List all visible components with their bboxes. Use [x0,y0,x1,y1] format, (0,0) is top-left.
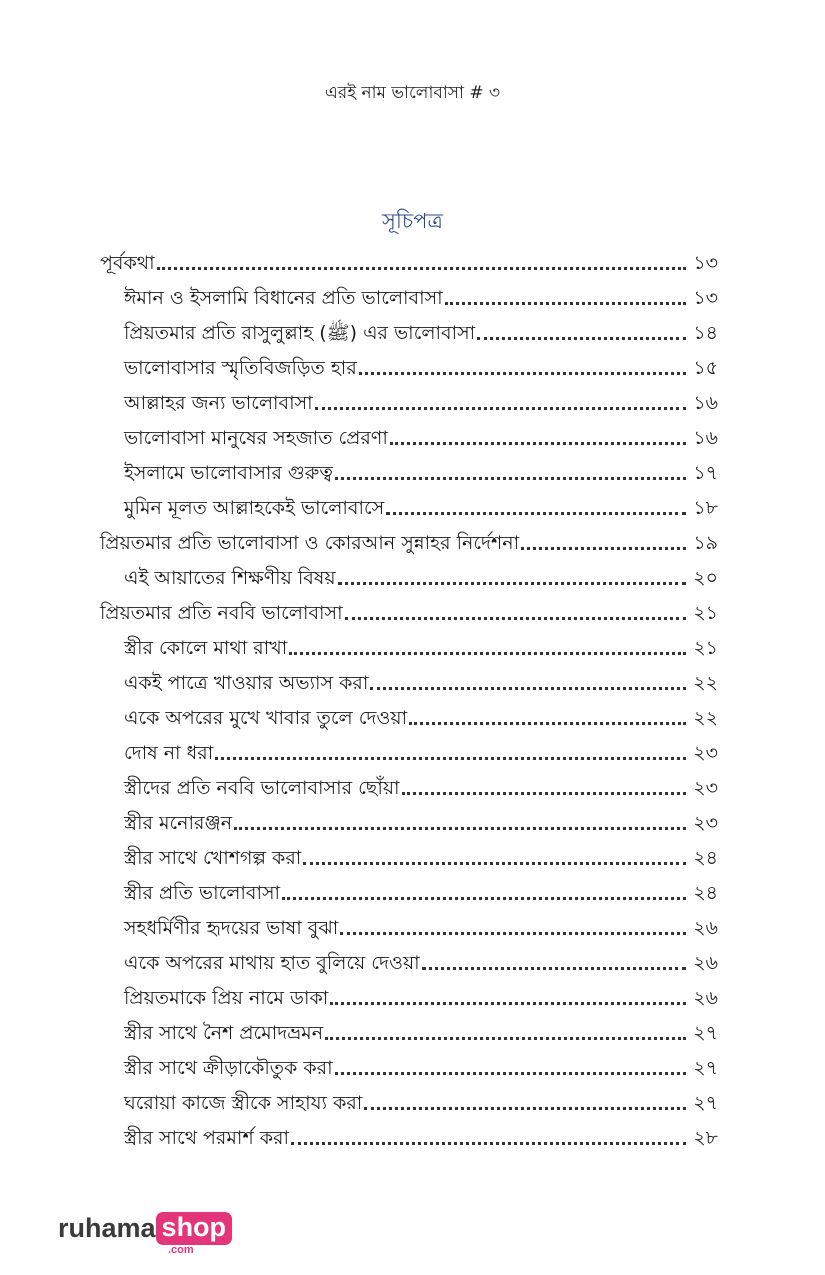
toc-entry-page: ১৫ [693,357,718,380]
dot-leader [386,511,686,515]
dot-leader [345,616,686,620]
toc-entry [100,1045,718,1080]
toc-entry [100,1115,718,1150]
dot-leader [289,651,686,655]
dot-leader [370,686,686,690]
toc-entry [100,345,718,380]
toc-entry-page: ১৭ [693,462,718,485]
toc-entry-label: পূর্বকথা [100,252,155,275]
dot-leader [303,861,686,865]
toc-entry [100,940,718,975]
toc-entry-page: ২৪ [693,847,718,870]
toc-entry-label: একে অপরের মুখে খাবার তুলে দেওয়া [124,707,408,730]
toc-entry-label: স্ত্রীদের প্রতি নববি ভালোবাসার ছোঁয়া [124,777,400,800]
toc-entry-page: ১৩ [693,252,718,275]
dot-leader [390,441,686,445]
toc-entry-label: স্ত্রীর কোলে মাথা রাখা [124,637,288,660]
toc-entry-page: ২৮ [693,1127,718,1150]
toc-entry-page: ১৪ [693,322,718,345]
toc-entry-label: প্রিয়তমাকে প্রিয় নামে ডাকা [124,987,329,1010]
dot-leader [335,1071,686,1075]
toc-entry [100,485,718,520]
dot-leader [340,931,686,935]
toc-entry-page: ২৩ [693,812,718,835]
toc-entry [100,450,718,485]
dot-leader [402,791,686,795]
toc-entry [100,310,718,345]
toc-entry-page: ২৬ [693,917,718,940]
dot-leader [521,546,686,550]
toc-title: সূচিপত্র [382,209,443,233]
toc-entry-label: ইসলামে ভালোবাসার গুরুত্ব [124,462,333,485]
toc-entry [100,695,718,730]
toc-entry [100,870,718,905]
toc-entry-page: ২২ [693,672,718,695]
toc-entry [100,520,718,555]
toc-entry-label: স্ত্রীর সাথে পরমার্শ করা [124,1127,289,1150]
dot-leader [291,1141,686,1145]
dot-leader [335,476,686,480]
toc-entry-label: প্রিয়তমার প্রতি রাসুলুল্লাহ (ﷺ) এর ভালোবাসা [124,322,476,345]
toc-entry-label: প্রিয়তমার প্রতি নববি ভালোবাসা [100,602,343,625]
toc-entry [100,275,718,310]
running-header: এরই নাম ভালোবাসা # ৩ [324,83,501,103]
toc-entry-label: স্ত্রীর সাথে খোশগল্প করা [124,847,302,870]
toc-entry [100,625,718,660]
toc-entry-page: ১৬ [693,392,718,415]
toc-entry [100,835,718,870]
logo-text-domain: .com [168,1244,194,1256]
logo-text-ruhama: ruhama [58,1213,156,1243]
toc-entry [100,975,718,1010]
toc-entry [100,660,718,695]
toc-entry-page: ১৮ [693,497,718,520]
toc-entry [100,415,718,450]
toc-entry-label: মুমিন মূলত আল্লাহকেই ভালোবাসে [124,497,385,520]
toc-entry [100,380,718,415]
toc-entry-label: দোষ না ধরা [124,742,214,765]
logo-text-shop: shop [156,1212,233,1245]
dot-leader [409,721,686,725]
toc-entry [100,1010,718,1045]
dot-leader [234,826,686,830]
toc-entry-page: ২৬ [693,952,718,975]
dot-leader [282,896,686,900]
toc-entry-page: ২৬ [693,987,718,1010]
dot-leader [359,371,686,375]
toc-entry-label: ঘরোয়া কাজে স্ত্রীকে সাহায্য করা [124,1092,363,1115]
dot-leader [315,406,686,410]
watermark-logo [58,1212,232,1258]
table-of-contents [100,240,718,1150]
toc-entry-label: স্ত্রীর প্রতি ভালোবাসা [124,882,281,905]
toc-entry [100,1080,718,1115]
toc-entry-page: ২১ [693,637,718,660]
toc-entry-page: ১৯ [693,532,718,555]
toc-entry-label: আল্লাহর জন্য ভালোবাসা [124,392,313,415]
toc-entry-label: স্ত্রীর সাথে নৈশ প্রমোদভ্রমন [124,1022,324,1045]
dot-leader [157,266,686,270]
toc-entry-label: স্ত্রীর মনোরঞ্জন [124,812,233,835]
toc-entry-label: একই পাত্রে খাওয়ার অভ্যাস করা [124,672,369,695]
toc-entry-label: একে অপরের মাথায় হাত বুলিয়ে দেওয়া [124,952,420,975]
dot-leader [330,1001,686,1005]
toc-entry-page: ২৭ [693,1022,718,1045]
dot-leader [325,1036,686,1040]
toc-entry-label: ঈমান ও ইসলামি বিধানের প্রতি ভালোবাসা [124,287,443,310]
toc-entry-label: সহধর্মিণীর হৃদয়ের ভাষা বুঝা [124,917,339,940]
toc-entry-page: ২৭ [693,1092,718,1115]
toc-entry-page: ২০ [693,567,718,590]
toc-entry-label: ভালোবাসা মানুষের সহজাত প্রেরণা [124,427,388,450]
toc-entry [100,240,718,275]
toc-entry-page: ১৬ [693,427,718,450]
dot-leader [445,301,686,305]
toc-entry [100,730,718,765]
toc-entry-label: এই আয়াতের শিক্ষণীয় বিষয় [124,567,336,590]
dot-leader [215,756,686,760]
toc-entry-page: ২১ [693,602,718,625]
toc-entry-page: ১৩ [693,287,718,310]
dot-leader [364,1106,686,1110]
toc-entry-label: প্রিয়তমার প্রতি ভালোবাসা ও কোরআন সুন্নাহর নির্দেশনা [100,532,520,555]
dot-leader [477,336,686,340]
toc-entry [100,800,718,835]
toc-entry-page: ২৩ [693,742,718,765]
toc-entry-page: ২৭ [693,1057,718,1080]
toc-entry-page: ২২ [693,707,718,730]
toc-entry-label: স্ত্রীর সাথে ক্রীড়াকৌতুক করা [124,1057,333,1080]
dot-leader [338,581,686,585]
toc-entry-page: ২৪ [693,882,718,905]
toc-entry-page: ২৩ [693,777,718,800]
dot-leader [422,966,686,970]
toc-entry [100,590,718,625]
toc-entry [100,555,718,590]
toc-entry-label: ভালোবাসার স্মৃতিবিজড়িত হার [124,357,357,380]
toc-entry [100,765,718,800]
toc-entry [100,905,718,940]
